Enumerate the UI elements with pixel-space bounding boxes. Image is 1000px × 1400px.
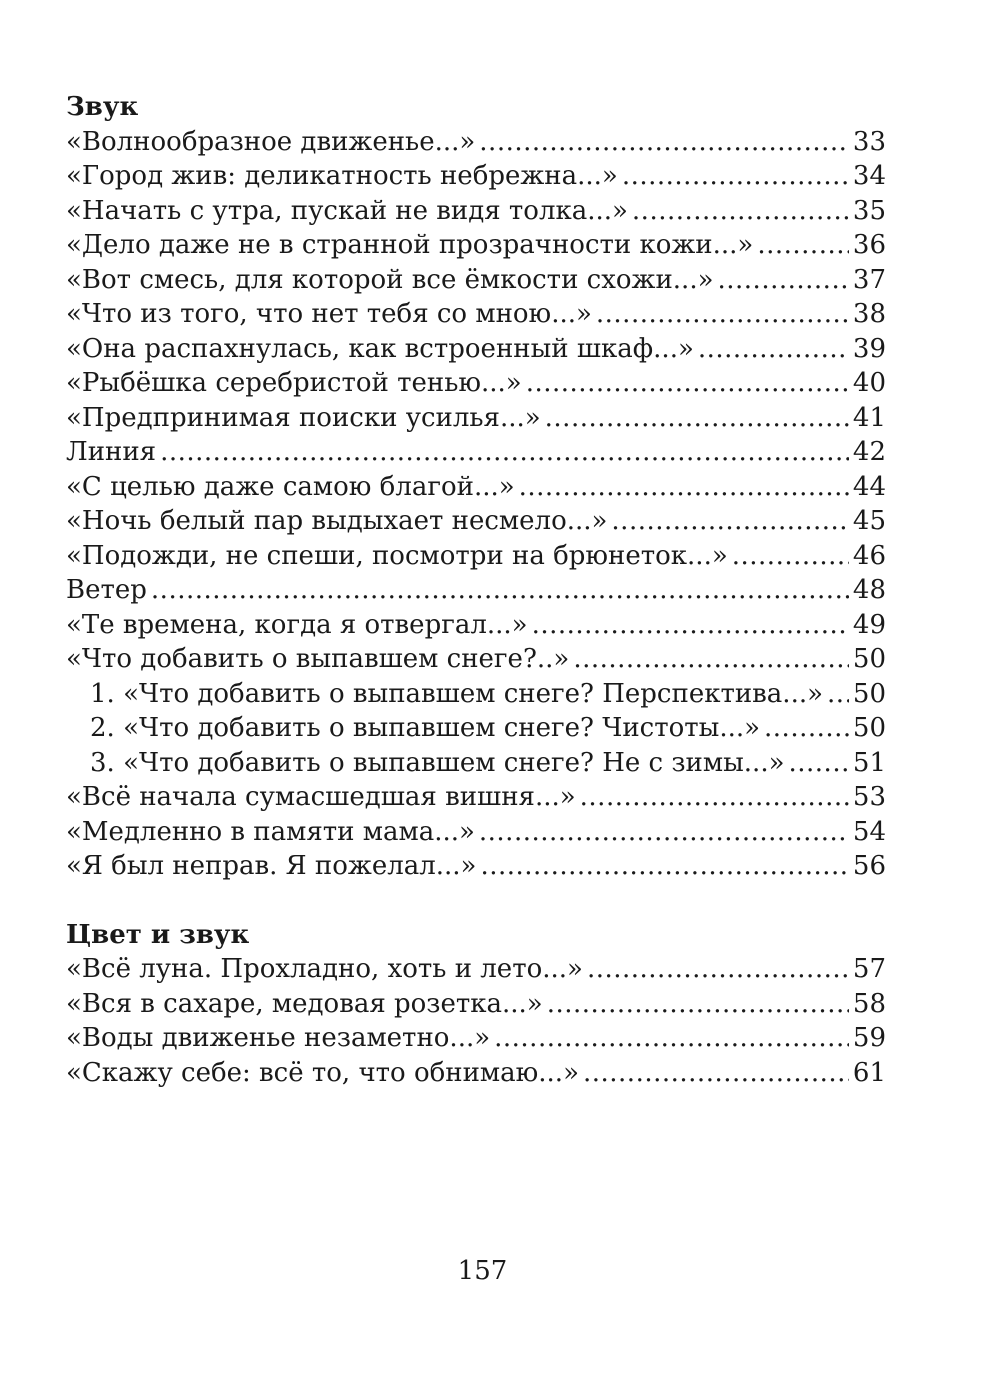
entry-title: 3. «Что добавить о выпавшем снеге? Не с зимы...»: [90, 747, 785, 778]
toc-entry: [66, 1021, 886, 1056]
entry-page: 35: [852, 195, 886, 226]
entry-page: 42: [852, 437, 886, 467]
entry-title: «Подожди, не спеши, посмотри на брюнеток...»: [66, 540, 728, 571]
dot-leader: [622, 159, 849, 194]
toc-entry: [66, 401, 886, 436]
dot-leader: [160, 435, 849, 470]
entry-page: 50: [852, 713, 886, 743]
toc-entry: [66, 780, 886, 815]
entry-title: «Я был неправ. Я пожелал...»: [66, 851, 477, 881]
entry-title: «Дело даже не в странной прозрачности кожи...»: [66, 230, 754, 260]
entry-title: «Что из того, что нет тебя со мною...»: [66, 299, 592, 329]
entry-title: «Воды движенье незаметно...»: [66, 1023, 491, 1053]
entry-title: «Скажу себе: всё то, что обнимаю...»: [66, 1057, 579, 1088]
entry-title: «Предпринимая поиски усилья...»: [66, 402, 541, 433]
entry-title: «Всё начала сумасшедшая вишня...»: [66, 782, 576, 812]
toc-entry: [66, 470, 886, 505]
dot-leader: [583, 1056, 849, 1091]
entry-page: 50: [852, 644, 886, 674]
toc-section-color-and-sound: [66, 918, 886, 1091]
dot-leader: [519, 470, 849, 505]
entry-title: «Вся в сахаре, медовая розетка...»: [66, 988, 543, 1019]
entry-title: «Она распахнулась, как встроенный шкаф...»: [66, 333, 694, 364]
entry-page: 45: [852, 506, 886, 536]
section-heading: Цвет и звук: [66, 919, 250, 950]
dot-leader: [632, 194, 849, 229]
toc-entry: [66, 642, 886, 677]
toc-subentry: [66, 711, 886, 746]
toc-entry: [66, 504, 886, 539]
entry-page: 38: [852, 299, 886, 329]
dot-leader: [827, 677, 849, 712]
page-number: 157: [457, 1256, 508, 1286]
dot-leader: [532, 608, 849, 643]
entry-page: 33: [852, 126, 886, 157]
entry-title: «Медленно в памяти мама...»: [66, 816, 475, 847]
entry-page: 40: [852, 368, 886, 398]
entry-page: 48: [852, 575, 886, 605]
dot-leader: [757, 228, 849, 263]
entry-page: 61: [852, 1057, 886, 1088]
table-of-contents: [66, 90, 886, 1090]
dot-leader: [526, 366, 849, 401]
entry-page: 49: [852, 609, 886, 640]
toc-entry: [66, 435, 886, 470]
dot-leader: [545, 401, 849, 436]
entry-page: 39: [852, 333, 886, 364]
toc-subentry: [66, 746, 886, 781]
toc-entry: [66, 366, 886, 401]
toc-entry: [66, 539, 886, 574]
dot-leader: [698, 332, 849, 367]
toc-entry: [66, 573, 886, 608]
dot-leader: [573, 642, 849, 677]
entry-title: «Город жив: деликатность небрежна...»: [66, 161, 618, 191]
dot-leader: [789, 746, 849, 781]
entry-page: 59: [852, 1023, 886, 1053]
toc-subentry: [66, 677, 886, 712]
entry-page: 36: [852, 230, 886, 260]
section-heading: Звук: [66, 92, 139, 122]
entry-title: Ветер: [66, 575, 147, 605]
toc-entry: [66, 194, 886, 229]
toc-entry: [66, 297, 886, 332]
toc-entry: [66, 849, 886, 884]
toc-entry: [66, 159, 886, 194]
entry-page: 54: [852, 816, 886, 847]
entry-title: «Волнообразное движенье...»: [66, 126, 476, 157]
dot-leader: [587, 952, 849, 987]
toc-entry: [66, 125, 886, 160]
dot-leader: [580, 780, 849, 815]
entry-title: Линия: [66, 437, 157, 467]
dot-leader: [479, 815, 849, 850]
dot-leader: [547, 987, 849, 1022]
entry-page: 50: [852, 678, 886, 709]
toc-entry: [66, 952, 886, 987]
entry-title: «Что добавить о выпавшем снеге?..»: [66, 644, 570, 674]
entry-page: 41: [852, 402, 886, 433]
entry-title: 1. «Что добавить о выпавшем снеге? Перспектива...»: [90, 678, 824, 709]
toc-entry: [66, 332, 886, 367]
entry-page: 58: [852, 988, 886, 1019]
entry-page: 37: [852, 264, 886, 295]
toc-entry: [66, 815, 886, 850]
dot-leader: [151, 573, 849, 608]
entry-title: «Ночь белый пар выдыхает несмело...»: [66, 506, 608, 536]
toc-entry: [66, 987, 886, 1022]
entry-title: «Те времена, когда я отвергал...»: [66, 609, 528, 640]
dot-leader: [494, 1021, 849, 1056]
entry-page: 51: [852, 747, 886, 778]
dot-leader: [732, 539, 849, 574]
entry-page: 44: [852, 471, 886, 502]
dot-leader: [479, 125, 849, 160]
toc-section-sound: [66, 90, 886, 884]
entry-title: «Рыбёшка серебристой тенью...»: [66, 368, 522, 398]
entry-page: 34: [852, 161, 886, 191]
dot-leader: [480, 849, 848, 884]
toc-entry: [66, 263, 886, 298]
entry-title: «Всё луна. Прохладно, хоть и лето...»: [66, 954, 583, 984]
entry-title: «Начать с утра, пускай не видя толка...»: [66, 195, 628, 226]
entry-page: 56: [852, 851, 886, 881]
entry-page: 57: [852, 954, 886, 984]
entry-page: 53: [852, 782, 886, 812]
entry-title: 2. «Что добавить о выпавшем снеге? Чистоты...»: [90, 713, 761, 743]
dot-leader: [764, 711, 849, 746]
toc-entry: [66, 228, 886, 263]
toc-entry: [66, 608, 886, 643]
dot-leader: [596, 297, 849, 332]
entry-title: «С целью даже самою благой...»: [66, 471, 515, 502]
entry-page: 46: [852, 540, 886, 571]
entry-title: «Вот смесь, для которой все ёмкости схожи...»: [66, 264, 714, 295]
dot-leader: [718, 263, 849, 298]
toc-entry: [66, 1056, 886, 1091]
dot-leader: [611, 504, 848, 539]
